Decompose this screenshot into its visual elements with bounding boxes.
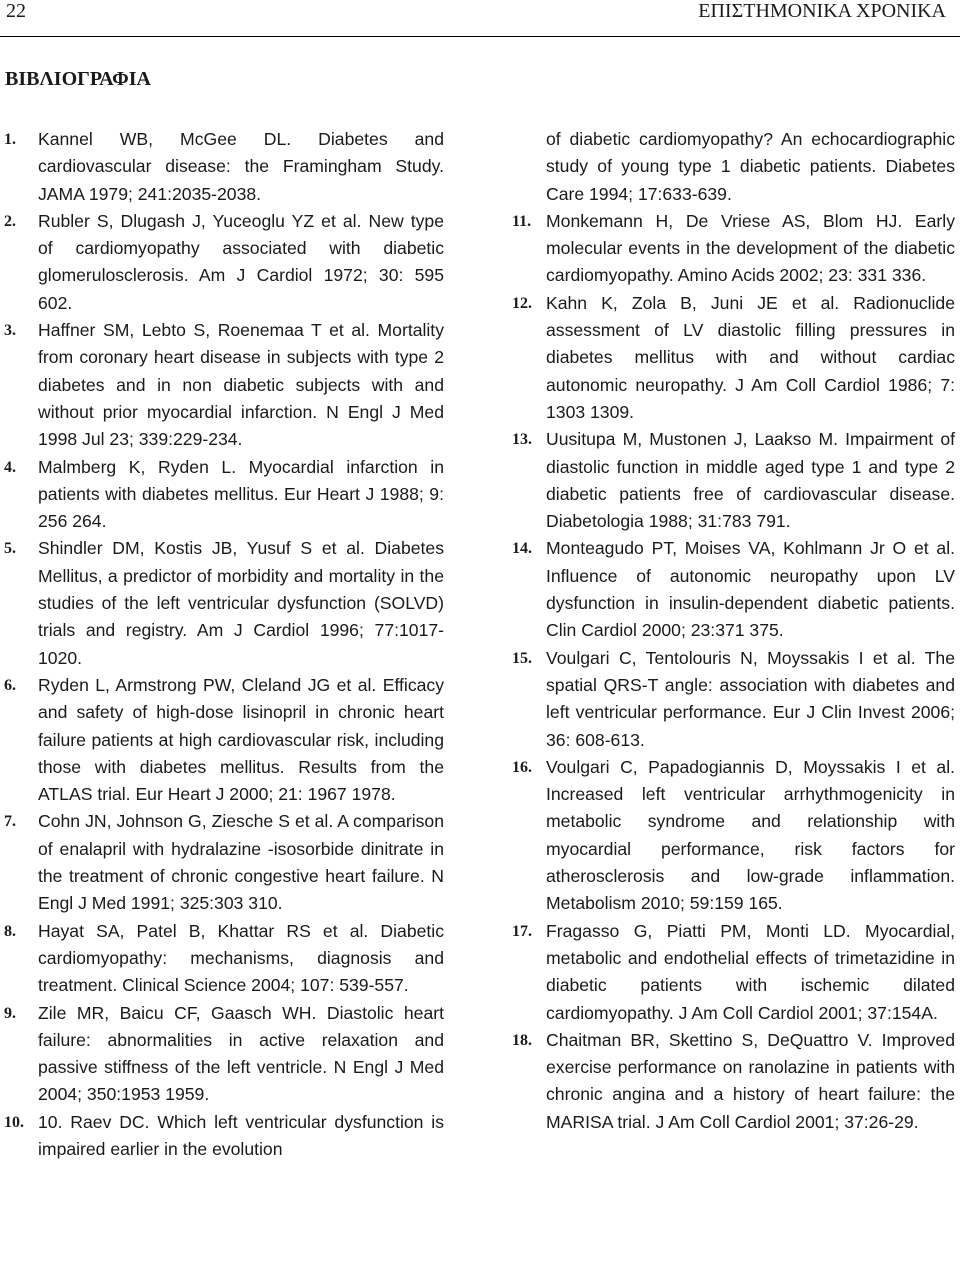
reference-number: 3. [4, 322, 16, 340]
reference-text: Monkemann H, De Vriese AS, Blom HJ. Early molecular events in the development of the diabetic cardiomyopathy. Amino Acids 2002; 23: 331 336. [546, 210, 955, 286]
reference-text: Voulgari C, Tentolouris N, Moyssakis I et al. The spatial QRS-T angle: association with diabetes and left ventricular performance. Eur J Clin Invest 2006; 36: 608-613. [546, 647, 955, 750]
reference-item-continued [512, 126, 955, 208]
reference-number: 8. [4, 922, 16, 940]
reference-item [4, 918, 444, 1000]
reference-number: 15. [512, 649, 532, 667]
reference-text: 10. Raev DC. Which left ventricular dysfunction is impaired earlier in the evolution [38, 1111, 444, 1159]
reference-text: Kahn K, Zola B, Juni JE et al. Radionuclide assessment of LV diastolic filling pressures in diabetes mellitus with and without cardiac autonomic neuropathy. J Am Coll Cardiol 1986; 7: 1303 1309. [546, 292, 955, 422]
reference-number: 7. [4, 813, 16, 831]
reference-item [512, 645, 955, 754]
reference-text: Fragasso G, Piatti PM, Monti LD. Myocardial, metabolic and endothelial effects of trimetazidine in diabetic patients with ischemic dilated cardiomyopathy. J Am Coll Cardiol 2001; 37:154A. [546, 920, 955, 1023]
reference-number: 5. [4, 540, 16, 558]
reference-item [4, 808, 444, 917]
reference-item [4, 1109, 444, 1164]
reference-text: Zile MR, Baicu CF, Gaasch WH. Diastolic heart failure: abnormalities in active relaxation and passive stiffness of the left ventricle. N Engl J Med 2004; 350:1953 1959. [38, 1002, 444, 1105]
reference-number: 12. [512, 294, 532, 312]
page-header [0, 0, 960, 30]
reference-number: 11. [512, 212, 532, 230]
reference-number: 9. [4, 1004, 16, 1022]
reference-item [4, 126, 444, 208]
journal-title: ΕΠΙΣΤΗΜΟΝΙΚΑ ΧΡΟΝΙΚΑ [698, 0, 946, 22]
header-rule [0, 36, 960, 37]
reference-item [512, 1027, 955, 1136]
reference-text: Cohn JN, Johnson G, Ziesche S et al. A comparison of enalapril with hydralazine -isosorbide dinitrate in the treatment of chronic congestive heart failure. N Engl J Med 1991; 325:303 310. [38, 811, 444, 914]
reference-text: Malmberg K, Ryden L. Myocardial infarction in patients with diabetes mellitus. Eur Heart J 1988; 9: 256 264. [38, 456, 444, 532]
reference-text: Hayat SA, Patel B, Khattar RS et al. Diabetic cardiomyopathy: mechanisms, diagnosis and treatment. Clinical Science 2004; 107: 539-557. [38, 920, 444, 996]
references-left-column [4, 126, 444, 1163]
reference-text: of diabetic cardiomyopathy? An echocardiographic study of young type 1 diabetic patients. Diabetes Care 1994; 17:633-639. [546, 129, 955, 204]
reference-text: Monteagudo PT, Moises VA, Kohlmann Jr O et al. Influence of autonomic neuropathy upon LV dysfunction in insulin-dependent diabetic patients. Clin Cardiol 2000; 23:371 375. [546, 538, 955, 641]
references-right-column [512, 126, 955, 1136]
reference-item [512, 918, 955, 1027]
reference-number: 16. [512, 758, 532, 776]
reference-item [512, 535, 955, 644]
page-number: 22 [6, 0, 26, 22]
reference-item [4, 317, 444, 453]
reference-number: 6. [4, 676, 16, 694]
reference-text: Rubler S, Dlugash J, Yuceoglu YZ et al. New type of cardiomyopathy associated with diabetic glomerulosclerosis. Am J Cardiol 1972; 30: 595 602. [38, 210, 444, 313]
reference-item [512, 754, 955, 918]
reference-item [4, 1000, 444, 1109]
reference-item [4, 672, 444, 808]
section-title: ΒΙΒΛΙΟΓΡΑΦΙΑ [5, 68, 151, 90]
reference-item [512, 208, 955, 290]
reference-item [512, 290, 955, 426]
reference-number: 18. [512, 1031, 532, 1049]
reference-number: 2. [4, 212, 16, 230]
reference-number: 14. [512, 540, 532, 558]
reference-number: 13. [512, 431, 532, 449]
reference-item [512, 426, 955, 535]
reference-number: 4. [4, 458, 16, 476]
reference-text: Uusitupa M, Mustonen J, Laakso M. Impairment of diastolic function in middle aged type 1 and type 2 diabetic patients free of cardiovascular disease. Diabetologia 1988; 31:783 791. [546, 429, 955, 532]
reference-item [4, 454, 444, 536]
reference-text: Kannel WB, McGee DL. Diabetes and cardiovascular disease: the Framingham Study. JAMA 1979; 241:2035-2038. [38, 129, 444, 204]
reference-text: Shindler DM, Kostis JB, Yusuf S et al. Diabetes Mellitus, a predictor of morbidity and mortality in the studies of the left ventricular dysfunction (SOLVD) trials and registry. Am J Cardiol 1996; 77:1017-1020. [38, 538, 444, 668]
reference-number: 17. [512, 922, 532, 940]
reference-text: Haffner SM, Lebto S, Roenemaa T et al. Mortality from coronary heart disease in subjects with type 2 diabetes and in non diabetic subjects with and without prior myocardial infarction. N Engl J Med 1998 Jul 23; 339:229-234. [38, 320, 444, 450]
reference-number: 1. [4, 131, 16, 148]
reference-item [4, 208, 444, 317]
reference-text: Chaitman BR, Skettino S, DeQuattro V. Improved exercise performance on ranolazine in patients with chronic angina and a history of heart failure: the MARISA trial. J Am Coll Cardiol 2001; 37:26-29. [546, 1029, 955, 1132]
reference-number: 10. [4, 1113, 24, 1131]
reference-text: Ryden L, Armstrong PW, Cleland JG et al. Efficacy and safety of high-dose lisinopril in chronic heart failure patients at high cardiovascular risk, including those with diabetes mellitus. Results from the ATLAS trial. Eur Heart J 2000; 21: 1967 1978. [38, 674, 444, 805]
reference-text: Voulgari C, Papadogiannis D, Moyssakis I et al. Increased left ventricular arrhythmogenicity in metabolic syndrome and relationship with myocardial performance, risk factors for atherosclerosis and low-grade inflammation. Metabolism 2010; 59:159 165. [546, 756, 955, 914]
reference-item [4, 535, 444, 671]
